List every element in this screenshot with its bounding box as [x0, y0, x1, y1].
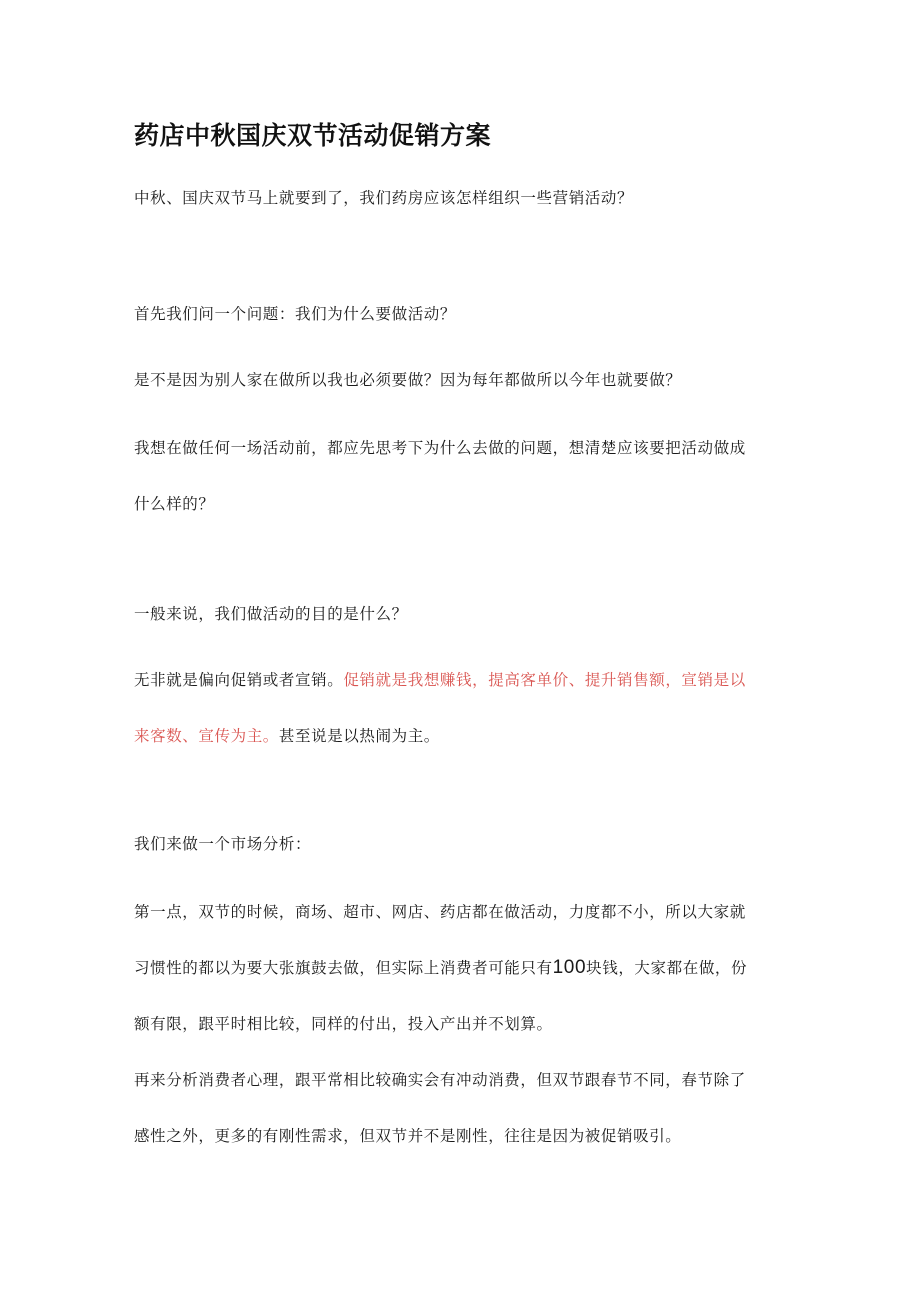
- paragraph-line: 我想在做任何一场活动前，都应先思考下为什么去做的问题，想清楚应该要把活动做成: [134, 439, 746, 457]
- paragraph-line: 再来分析消费者心理，跟平常相比较确实会有冲动消费，但双节跟春节不同，春节除了: [134, 1071, 746, 1089]
- paragraph-thinking: [134, 420, 794, 532]
- document-title: 药店中秋国庆双节活动促销方案: [134, 121, 492, 150]
- highlighted-text: 促销就是我想赚钱，提高客单价、提升销售额，宣销是以: [343, 671, 746, 689]
- plain-text: 习惯性的都以为要大张旗鼓去做，但实际上消费者可能只有: [134, 959, 553, 977]
- paragraph-question: [134, 286, 794, 342]
- paragraph-promotion: [134, 652, 794, 764]
- paragraph-line: 我们来做一个市场分析：: [134, 835, 312, 853]
- paragraph-consumer-psychology: [134, 1052, 794, 1164]
- paragraph-line: 中秋、国庆双节马上就要到了，我们药房应该怎样组织一些营销活动？: [134, 189, 634, 207]
- paragraph-purpose: [134, 586, 794, 642]
- paragraph-market-analysis: [134, 816, 794, 872]
- paragraph-line: 第一点，双节的时候，商场、超市、网店、药店都在做活动，力度都不小，所以大家就: [134, 903, 746, 921]
- plain-text: 甚至说是以热闹为主。: [278, 727, 440, 745]
- highlighted-text: 来客数、宣传为主。: [134, 727, 279, 745]
- paragraph-reason: [134, 352, 794, 408]
- paragraph-line: 一般来说，我们做活动的目的是什么？: [134, 605, 408, 623]
- plain-text: 块钱，大家都在做，份: [586, 959, 748, 977]
- paragraph-line: 是不是因为别人家在做所以我也必须要做？因为每年都做所以今年也就要做？: [134, 371, 682, 389]
- paragraph-point-one: [134, 884, 794, 1052]
- paragraph-line: [134, 940, 794, 996]
- paragraph-line: 感性之外，更多的有刚性需求，但双节并不是刚性，往往是因为被促销吸引。: [134, 1127, 682, 1145]
- paragraph-line: [134, 708, 794, 764]
- paragraph-line: 额有限，跟平时相比较，同样的付出，投入产出并不划算。: [134, 1015, 553, 1033]
- paragraph-intro: [134, 170, 794, 226]
- paragraph-line: [134, 652, 794, 708]
- paragraph-line: 什么样的？: [134, 495, 215, 513]
- amount-number: 100: [552, 957, 587, 978]
- paragraph-line: 首先我们问一个问题：我们为什么要做活动？: [134, 305, 457, 323]
- plain-text: 无非就是偏向促销或者宣销。: [134, 671, 344, 689]
